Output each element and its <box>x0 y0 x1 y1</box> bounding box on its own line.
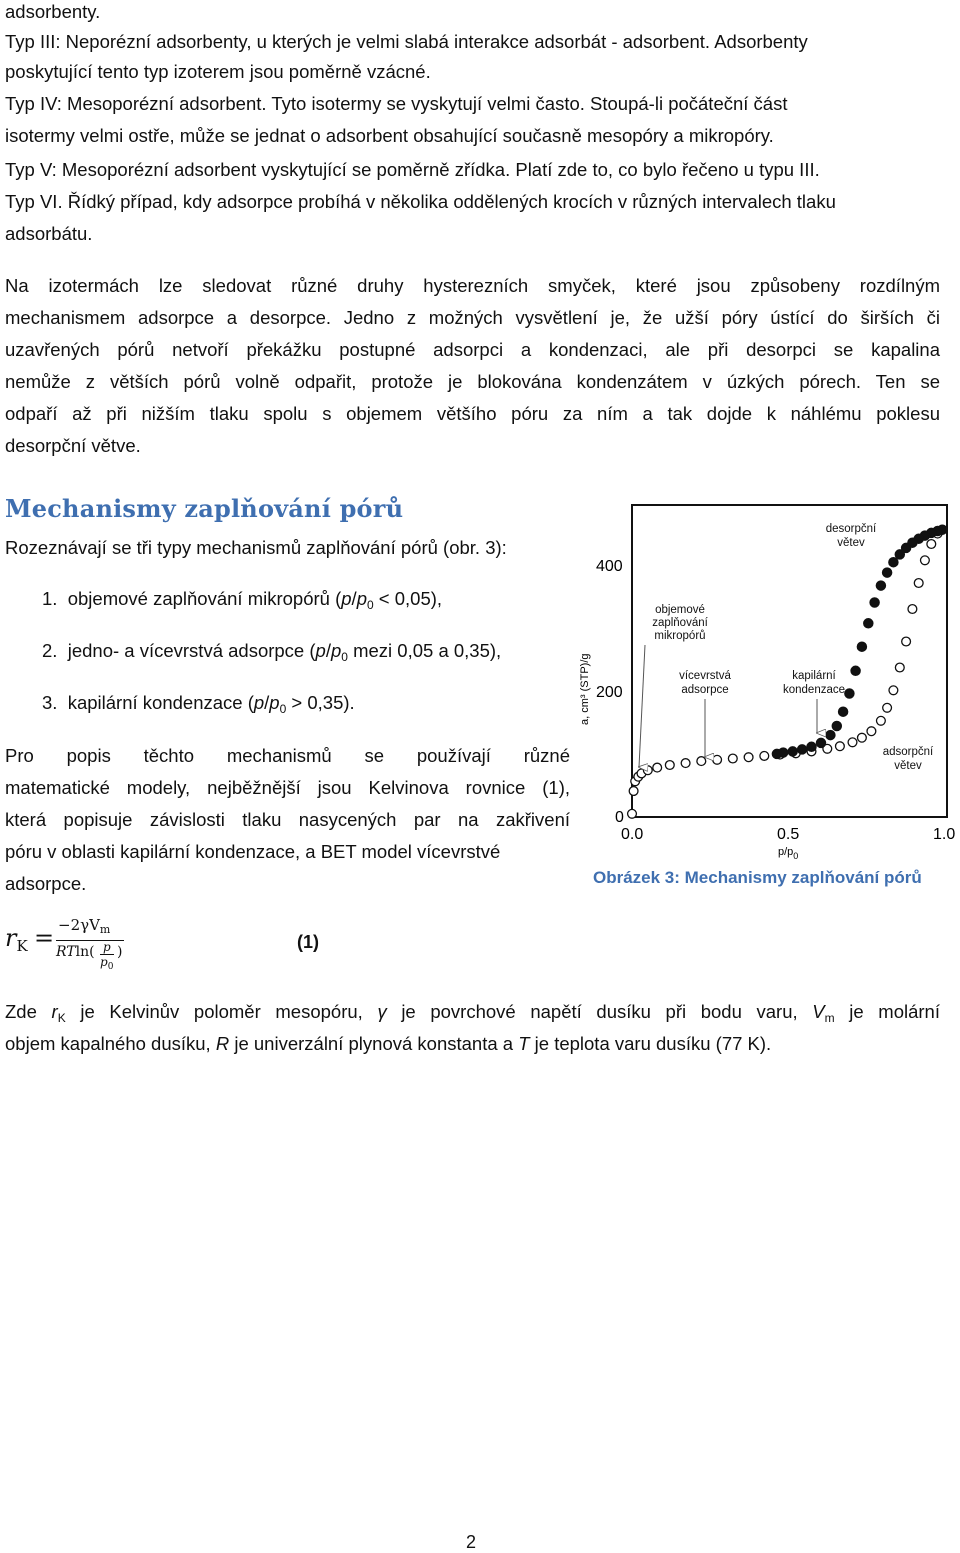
list-item: 2. jedno- a vícevrstvá adsorpce ($p/p_0$ mezi 0,05 a 0,35), <box>42 640 502 664</box>
adsorption-point <box>744 753 753 762</box>
adsorption-point <box>653 763 662 772</box>
text-line: desorpční větve. <box>5 435 141 456</box>
desorption-point <box>883 568 892 577</box>
adsorption-point <box>848 738 857 747</box>
adsorption-point <box>889 686 898 695</box>
annotation-multilayer: adsorpce <box>681 684 729 696</box>
annotation-desorption: větev <box>837 537 865 549</box>
desorption-point <box>864 619 873 628</box>
adsorption-point <box>867 727 876 736</box>
annotation-capillary: kondenzace <box>782 684 846 696</box>
x-axis-label: $p/p_0$ <box>778 846 799 861</box>
text-line: poskytující tento typ izoterem jsou poměrně vzácné. <box>5 61 431 82</box>
adsorption-point <box>629 787 638 796</box>
adsorption-point <box>858 733 867 742</box>
adsorption-point <box>760 752 769 761</box>
adsorption-point <box>713 755 722 764</box>
desorption-point <box>857 642 866 651</box>
y-axis-label: a, cm³ (STP)/g <box>579 653 591 725</box>
text-line: nemůže z větších pórů volně odpařit, protože je blokována kondenzátem v úzkých pórech. Ten se <box>5 371 940 392</box>
desorption-point <box>895 550 904 559</box>
annotation-micropore: objemové <box>655 604 705 616</box>
x-tick-label: 1.0 <box>933 826 956 843</box>
equation-number: (1) <box>297 932 319 952</box>
adsorption-point <box>836 742 845 751</box>
text-line: isotermy velmi ostře, může se jednat o adsorbent obsahující současně mesopóry a mikropóry. <box>5 125 774 146</box>
text-line: Typ V: Mesoporézní adsorbent vyskytující se poměrně zřídka. Platí zde to, co bylo řečeno u typu III. <box>5 159 820 180</box>
text-line: adsorbátu. <box>5 223 93 244</box>
figure-caption: Obrázek 3: Mechanismy zaplňování pórů <box>593 868 922 887</box>
list-item: 3. kapilární kondenzace $(p/p_0 > 0,35)$. <box>42 692 355 716</box>
desorption-point <box>816 738 825 747</box>
section-title: Mechanismy zaplňování pórů <box>5 494 404 523</box>
text-line: Typ VI. Řídký případ, kdy adsorpce probíhá v několika oddělených krocích v různých intervalech tlaku <box>5 191 836 212</box>
text-line: Typ III: Neporézní adsorbenty, u kterých je velmi slabá interakce adsorbát - adsorbent. Adsorbenty <box>5 31 808 52</box>
desorption-point <box>788 747 797 756</box>
desorption-point <box>839 707 848 716</box>
adsorption-point <box>883 703 892 712</box>
desorption-point <box>876 581 885 590</box>
adsorption-point <box>681 759 690 768</box>
adsorption-point <box>895 663 904 672</box>
text-line: adsorbenty. <box>5 1 101 22</box>
text-line: Pro popis těchto mechanismů se používají různé <box>5 745 570 766</box>
adsorption-point <box>908 605 917 614</box>
text-line: matematické modely, nejběžnější jsou Kelvinova rovnice (1), <box>5 777 570 798</box>
text-line: póru v oblasti kapilární kondenzace, a BET model vícevrstvé <box>5 841 501 862</box>
annotation-adsorption: adsorpční <box>882 746 934 758</box>
adsorption-point <box>697 757 706 766</box>
annotation-micropore: mikropórů <box>654 630 706 642</box>
annotation-adsorption: větev <box>894 760 922 772</box>
text-line: která popisuje závislosti tlaku nasycených par na zakřivení <box>5 809 570 830</box>
desorption-point <box>826 731 835 740</box>
adsorption-point <box>728 754 737 763</box>
desorption-point <box>807 742 816 751</box>
desorption-point <box>851 666 860 675</box>
adsorption-point <box>877 716 886 725</box>
text-line: objem kapalného dusíku, R je univerzální plynová konstanta a T je teplota varu dusíku (77 K). <box>5 1033 772 1054</box>
text-line: Zde $r_K$ je Kelvinův poloměr mesopóru, γ je povrchové napětí dusíku při bodu varu, $V_m$ je molární <box>5 1001 940 1025</box>
text-line: mechanismem adsorpce a desorpce. Jedno z možných vysvětlení je, že užší póry ústící do širších či <box>5 307 940 328</box>
adsorption-point <box>914 579 923 588</box>
adsorption-point <box>665 761 674 770</box>
text-line: odpaří až při nižším tlaku spolu s objemem většího póru za ním a tak dojde k náhlému poklesu <box>5 403 940 424</box>
y-tick-label: 0 <box>615 809 624 826</box>
adsorption-point <box>921 556 930 565</box>
text-line: adsorpce. <box>5 873 87 894</box>
desorption-point <box>832 721 841 730</box>
text-line: Na izotermách lze sledovat různé druhy hysterezních smyček, které jsou způsobeny rozdílným <box>5 275 940 296</box>
y-tick-label: 200 <box>596 684 623 701</box>
text-line: Typ IV: Mesoporézní adsorbent. Tyto isotermy se vyskytují velmi často. Stoupá-li počáteční část <box>5 93 788 114</box>
isotherm-figure <box>555 495 960 867</box>
fraction-bar <box>56 940 124 941</box>
text-line: uzavřených pórů netvoří překážku postupné adsorpci a kondenzaci, ale při desorpci se kapalina <box>5 339 940 360</box>
annotation-capillary: kapilární <box>792 670 836 682</box>
y-tick-label: 400 <box>596 558 623 575</box>
annotation-desorption: desorpční <box>825 523 877 535</box>
adsorption-point <box>927 540 936 549</box>
adsorption-point <box>628 809 637 818</box>
list-item: 1. objemové zaplňování mikropórů $(p/p_0 < 0,05)$, <box>42 588 443 612</box>
desorption-point <box>772 749 781 758</box>
annotation-micropore: zaplňování <box>652 617 708 629</box>
section-intro: Rozeznávají se tři typy mechanismů zaplňování pórů (obr. 3): <box>5 537 507 558</box>
desorption-point <box>870 598 879 607</box>
desorption-point <box>845 689 854 698</box>
adsorption-point <box>902 637 911 646</box>
page-number: 2 <box>466 1532 477 1552</box>
desorption-point <box>889 558 898 567</box>
adsorption-point <box>643 766 652 775</box>
desorption-point <box>798 745 807 754</box>
x-tick-label: 0.0 <box>621 826 644 843</box>
annotation-multilayer: vícevrstvá <box>679 670 731 682</box>
x-tick-label: 0.5 <box>777 826 800 843</box>
